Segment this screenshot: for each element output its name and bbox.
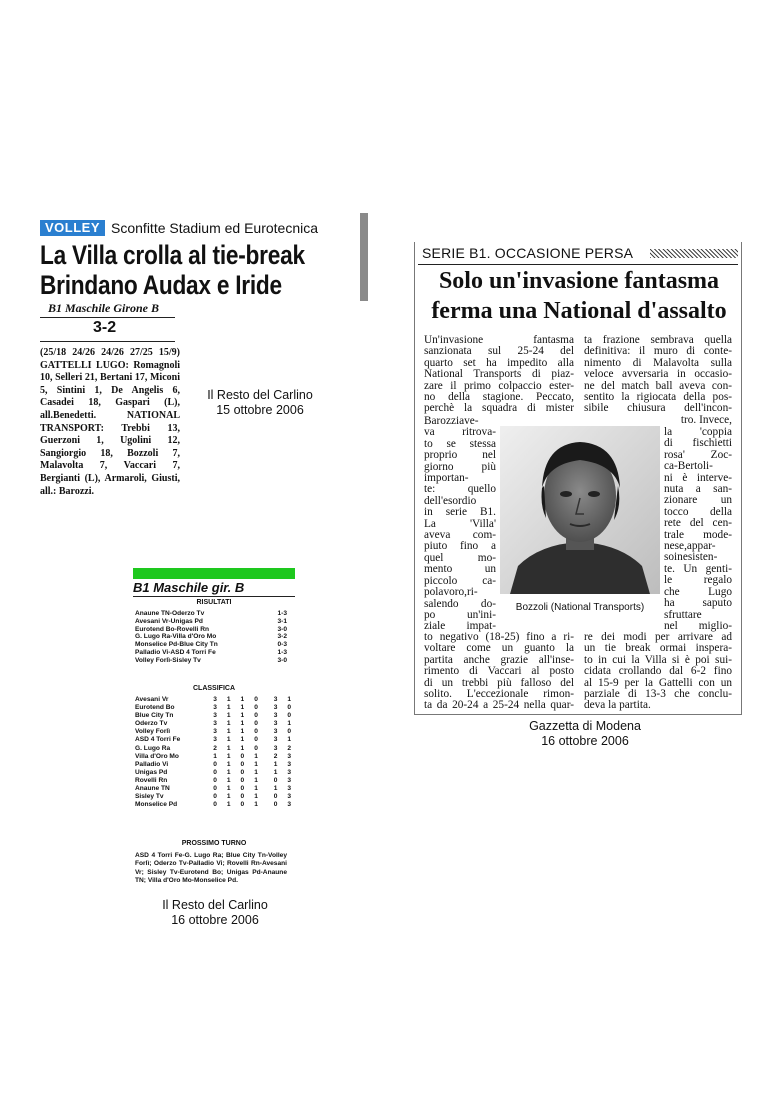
article-line: zionare un (664, 494, 732, 507)
standings-cell: 3 (213, 704, 217, 712)
article-line: un tie break ormai inspera- (584, 642, 732, 655)
standings-cell: 3 (287, 760, 292, 768)
team-name: Anaune TN (135, 785, 170, 793)
standings-row (135, 801, 291, 809)
standings-cell: 1 (287, 736, 292, 744)
lineups-text: (25/18 24/26 24/26 27/25 15/9) GATTELLI LUGO: Romagnoli 10, Selleri 21, Bertani 17, Miconi 5, Sintini 1, De Angelis 6, Casadei 18, Gaspari (L), all.Benedetti. NATIONAL TRANSPORT: Trebbi 13, Guerzoni 1, Ugolini 12, Sangiorgio 18, Bozzoli 7, Malavolta 7, Vaccari 7, Bergianti (L), Armaroli, Giusti, all.: Barozzi. (40, 347, 180, 497)
column-2-bottom (584, 632, 732, 712)
standings-cell: 0 (240, 768, 245, 776)
standings-cell: 0 (273, 793, 278, 801)
standings-cell: 1 (226, 712, 231, 720)
article-line: La 'Villa' (424, 517, 496, 530)
standings-cell: 1 (287, 696, 292, 703)
standings-cell: 0 (254, 728, 258, 736)
article-line: rete del cen- (664, 517, 732, 530)
article-line: rosa' Zoc- (664, 448, 732, 461)
article-line: Barozziave- (424, 415, 479, 427)
standings-cell: 1 (240, 744, 245, 752)
article-line: definitiva: il muro di conte- (584, 345, 732, 358)
article-line: salendo do- (424, 597, 496, 610)
standings-cell: 1 (254, 776, 258, 784)
standings-cell: 1 (254, 768, 258, 776)
column-1-bottom (424, 632, 574, 712)
standings-cell: 3 (273, 728, 278, 736)
standings-row (135, 728, 291, 736)
article-line: sibile chiusura dell'incon- (584, 402, 732, 415)
team-name: Sisley Tv (135, 793, 164, 801)
article-line: dell'esordio (424, 494, 477, 507)
standings-cell: 0 (254, 712, 258, 720)
standings-cell: 1 (226, 736, 231, 744)
next-round-text: ASD 4 Torri Fe-G. Lugo Ra; Blue City Tn-Volley Forlì; Oderzo Tv-Palladio Vi; Rovelli Rn-Avesani Vr; Sisley Tv-Eurotend Bo; Unigas Pd-Anaune TN; Villa d'Oro Mo-Monselice Pd. (135, 852, 287, 885)
standings-cell: 0 (254, 720, 258, 728)
standings-cell: 3 (287, 752, 292, 760)
article-line: piccolo ca- (424, 574, 496, 587)
standings-row (135, 785, 291, 793)
standings-table (135, 696, 291, 809)
article-line: no della stagione. Peccato, (424, 391, 574, 404)
headline-line: Solo un'invasione fantasma (438, 268, 720, 294)
result-match: Monselice Pd-Blue City Tn (135, 641, 218, 649)
team-name: G. Lugo Ra (135, 744, 171, 752)
source-name: Il Resto del Carlino (162, 898, 268, 912)
standings-cell: 2 (287, 744, 292, 752)
standings-cell: 0 (240, 785, 245, 793)
article-line: ta frazione sembrava quella (584, 334, 732, 346)
standings-row (135, 736, 291, 744)
article-line: deva la partita. (584, 699, 651, 712)
article-kicker: SERIE B1. OCCASIONE PERSA (422, 245, 634, 261)
standings-cell: 3 (287, 768, 292, 776)
standings-cell: 0 (287, 728, 292, 736)
standings-cell: 1 (254, 760, 258, 768)
article-line: di fischietti (664, 437, 732, 450)
result-match: Palladio Vi-ASD 4 Torri Fe (135, 648, 216, 656)
result-row (135, 610, 287, 618)
standings-cell: 3 (213, 728, 217, 736)
standings-row (135, 761, 291, 769)
team-name: Monselice Pd (135, 801, 178, 809)
source-caption (205, 388, 315, 418)
standings-cell: 3 (273, 704, 278, 712)
result-score: 3-1 (277, 617, 287, 625)
standings-cell: 3 (273, 720, 278, 728)
article-line: quel mo- (424, 551, 496, 564)
standings-cell: 0 (287, 704, 292, 712)
standings-row (135, 712, 291, 720)
standings-cell: 0 (287, 712, 292, 720)
standings-cell: 1 (254, 793, 258, 801)
standings-cell: 2 (213, 744, 217, 752)
result-match: Volley Forlì-Sisley Tv (135, 656, 201, 664)
standings-cell: 1 (226, 704, 231, 712)
standings-row (135, 696, 291, 704)
results-list (135, 610, 287, 665)
article-line: giorno più (424, 460, 496, 473)
article-line: va ritrova- (424, 426, 496, 439)
team-name: Palladio Vi (135, 760, 169, 768)
article-line: National Transports di piaz- (424, 368, 574, 381)
standings-box (130, 568, 295, 888)
article-line: nel miglio- (664, 619, 732, 632)
article-line: aveva com- (424, 529, 496, 542)
result-score: 3-2 (277, 633, 287, 641)
article-line: ne del match ball aveva con- (584, 379, 732, 392)
standings-cell: 1 (287, 720, 292, 728)
section-tag: VOLLEY (40, 220, 105, 236)
article-line: partita anche grazie all'inse- (424, 653, 574, 666)
divider (418, 264, 738, 265)
article-subtitle: B1 Maschile Girone B (48, 301, 160, 315)
player-photo (500, 426, 660, 594)
standings-cell: 0 (254, 736, 258, 744)
standings-cell: 0 (213, 760, 217, 768)
article-line: trale mode- (664, 528, 732, 541)
standings-cell: 0 (240, 801, 245, 809)
article-line: ni è interve- (664, 471, 732, 484)
standings-cell: 3 (273, 712, 278, 720)
standings-cell: 1 (240, 704, 245, 712)
standings-cell: 3 (213, 712, 217, 720)
standings-cell: 1 (226, 720, 231, 728)
article-line: rimento di Vaccari al posto (424, 665, 574, 678)
standings-cell: 1 (226, 728, 231, 736)
article-line: importan- (424, 472, 469, 485)
standings-cell: 3 (213, 736, 217, 744)
article-line: to in cui la Villa si è poi sui- (584, 653, 732, 666)
article-line: soinesisten- (664, 551, 718, 564)
article-line: re dei modi per arrivare ad (584, 631, 732, 643)
standings-cell: 0 (254, 696, 258, 703)
photo-caption: Bozzoli (National Transports) (515, 602, 645, 613)
standings-row (135, 769, 291, 777)
article-line: ca-Bertoli- (664, 460, 713, 473)
article-line: ziale impat- (424, 620, 496, 633)
standings-cell: 1 (254, 801, 258, 809)
article-line: Un'invasione fantasma (424, 334, 574, 346)
result-row (135, 626, 287, 634)
standings-cell: 3 (287, 801, 292, 809)
article-line: nuta a san- (664, 483, 732, 496)
article-line: nimento di Malavolta sulla (584, 356, 732, 369)
standings-cell: 1 (273, 760, 278, 768)
standings-cell: 0 (254, 744, 258, 752)
standings-cell: 0 (213, 768, 217, 776)
team-name: Oderzo Tv (135, 720, 168, 728)
standings-cell: 0 (273, 776, 278, 784)
hatch-decoration (650, 249, 738, 258)
standings-cell: 3 (213, 696, 217, 703)
source-caption (140, 898, 290, 928)
article-line: in serie B1. (424, 506, 496, 519)
result-row (135, 633, 287, 641)
article-headline (40, 240, 305, 300)
standings-cell: 3 (287, 793, 292, 801)
article-line: sfruttare (664, 608, 702, 621)
standings-cell: 1 (213, 752, 217, 760)
article-line: solito. L'eccezionale rimon- (424, 688, 574, 701)
source-caption (510, 719, 660, 749)
standings-cell: 0 (240, 776, 245, 784)
article-line: zare il primo colpaccio ester- (424, 379, 574, 392)
article-line: to se stessa (424, 437, 496, 450)
article-line: ha saputo (664, 597, 732, 610)
standings-cell: 0 (213, 801, 217, 809)
standings-cell: 1 (226, 801, 231, 809)
article-line: polavoro,ri- (424, 586, 478, 599)
standings-cell: 1 (254, 752, 258, 760)
standings-cell: 1 (240, 696, 245, 703)
source-date: 16 ottobre 2006 (171, 913, 259, 927)
headline-line: ferma una National d'assalto (431, 298, 727, 324)
standings-cell: 1 (226, 793, 231, 801)
article-line: po un'ini- (424, 608, 496, 621)
side-bar (360, 213, 368, 301)
team-name: ASD 4 Torri Fe (135, 736, 181, 744)
article-line: di un trebbi più falloso del (424, 676, 574, 689)
standings-cell: 3 (287, 776, 292, 784)
article-line: parziale di 13-3 che conclu- (584, 688, 732, 701)
column-1-narrow (424, 416, 496, 633)
standings-row (135, 704, 291, 712)
standings-cell: 3 (287, 785, 292, 793)
standings-row (135, 777, 291, 785)
article-line: la 'coppia (664, 426, 732, 438)
team-name: Blue City Tn (135, 712, 174, 720)
article-line: al 15-9 per la Gattelli con un (584, 676, 732, 689)
article-line: quarto set ha impedito alla (424, 356, 574, 369)
article-line: cidata crollando dal 6-2 fino (584, 665, 732, 678)
standings-cell: 1 (226, 696, 231, 703)
next-round-heading: PROSSIMO TURNO (181, 840, 247, 847)
standings-cell: 1 (273, 785, 278, 793)
article-line: ta da 20-24 a 25-24 nella quar- (424, 699, 574, 712)
result-row (135, 618, 287, 626)
standings-cell: 0 (213, 793, 217, 801)
article-line: tro. Invece, (680, 413, 732, 426)
standings-row (135, 720, 291, 728)
standings-cell: 0 (254, 704, 258, 712)
article-line: te: quello (424, 483, 496, 496)
source-date: 16 ottobre 2006 (541, 734, 629, 748)
standings-cell: 0 (273, 801, 278, 809)
article-line: to negativo (18-25) fino a ri- (424, 631, 574, 643)
divider (40, 341, 175, 342)
standings-cell: 1 (226, 768, 231, 776)
standings-cell: 1 (254, 785, 258, 793)
portrait-image (500, 426, 660, 594)
standings-cell: 1 (226, 785, 231, 793)
results-heading: RISULTATI (196, 599, 232, 606)
team-name: Avesani Vr (135, 696, 169, 703)
source-name: Gazzetta di Modena (529, 719, 641, 733)
result-score: 1-3 (277, 648, 287, 656)
article-line: le regalo (664, 574, 732, 587)
article-line: nese,appar- (664, 540, 716, 553)
match-score: 3-2 (93, 319, 117, 336)
article-line: sentito la rigiocata della pos- (584, 391, 732, 404)
standings-cell: 3 (273, 736, 278, 744)
standings-cell: 1 (240, 720, 245, 728)
team-name: Unigas Pd (135, 768, 168, 776)
standings-row (135, 745, 291, 753)
standings-cell: 0 (213, 776, 217, 784)
result-match: Avesani Vr-Unigas Pd (135, 617, 203, 625)
article-gazzetta (414, 242, 744, 717)
article-line: proprio nel (424, 449, 496, 462)
kicker-text: Sconfitte Stadium ed Eurotecnica (111, 220, 319, 236)
column-2-top (584, 335, 732, 426)
result-score: 3-0 (277, 656, 287, 664)
article-line: che Lugo (664, 585, 732, 598)
result-score: 1-3 (277, 610, 287, 617)
result-match: G. Lugo Ra-Villa d'Oro Mo (135, 633, 217, 641)
standings-cell: 3 (213, 720, 217, 728)
team-name: Volley Forlì (135, 728, 171, 736)
divider (133, 596, 295, 597)
team-name: Eurotend Bo (135, 704, 175, 712)
team-name: Villa d'Oro Mo (135, 752, 179, 760)
standings-cell: 1 (273, 768, 278, 776)
standings-heading: CLASSIFICA (193, 685, 235, 692)
result-match: Anaune TN-Oderzo Tv (135, 610, 205, 617)
standings-cell: 2 (273, 752, 278, 760)
source-name: Il Resto del Carlino (207, 388, 313, 402)
standings-cell: 1 (240, 736, 245, 744)
standings-cell: 0 (213, 785, 217, 793)
standings-cell: 1 (226, 776, 231, 784)
source-date: 15 ottobre 2006 (216, 403, 304, 417)
article-line: piuto fino a (424, 540, 496, 553)
result-match: Eurotend Bo-Rovelli Rn (135, 625, 209, 633)
headline-line: La Villa crolla al tie-break (40, 240, 305, 270)
result-score: 0-3 (277, 641, 287, 649)
standings-cell: 0 (240, 793, 245, 801)
article-line: voltare come un guanto la (424, 642, 574, 655)
standings-cell: 1 (240, 728, 245, 736)
standings-row (135, 793, 291, 801)
article-line: perchè la squadra di mister (424, 402, 574, 415)
standings-cell: 1 (226, 760, 231, 768)
article-line: tocco della (664, 505, 732, 518)
result-row (135, 657, 287, 665)
result-row (135, 649, 287, 657)
standings-cell: 0 (240, 760, 245, 768)
standings-cell: 1 (240, 712, 245, 720)
standings-cell: 3 (273, 696, 278, 703)
standings-cell: 0 (240, 752, 245, 760)
result-row (135, 641, 287, 649)
article-kicker (40, 219, 318, 237)
headline-line: Brindano Audax e Iride (40, 270, 282, 300)
green-header-bar (133, 568, 295, 579)
article-line: veloce avversaria in occasio- (584, 368, 732, 381)
article-line: sanzionata sul 25-24 del (424, 345, 574, 358)
column-1-top (424, 335, 574, 415)
article-line: mento un (424, 563, 496, 576)
divider (40, 317, 175, 318)
result-score: 3-0 (277, 625, 287, 633)
article-line: te. Un genti- (664, 562, 732, 575)
standings-cell: 1 (226, 744, 231, 752)
standings-title: B1 Maschile gir. B (133, 580, 245, 595)
article-volley-villa-crolla (30, 213, 340, 503)
standings-cell: 3 (273, 744, 278, 752)
column-2-narrow (664, 427, 732, 632)
standings-cell: 1 (226, 752, 231, 760)
standings-row (135, 753, 291, 761)
team-name: Rovelli Rn (135, 776, 168, 784)
